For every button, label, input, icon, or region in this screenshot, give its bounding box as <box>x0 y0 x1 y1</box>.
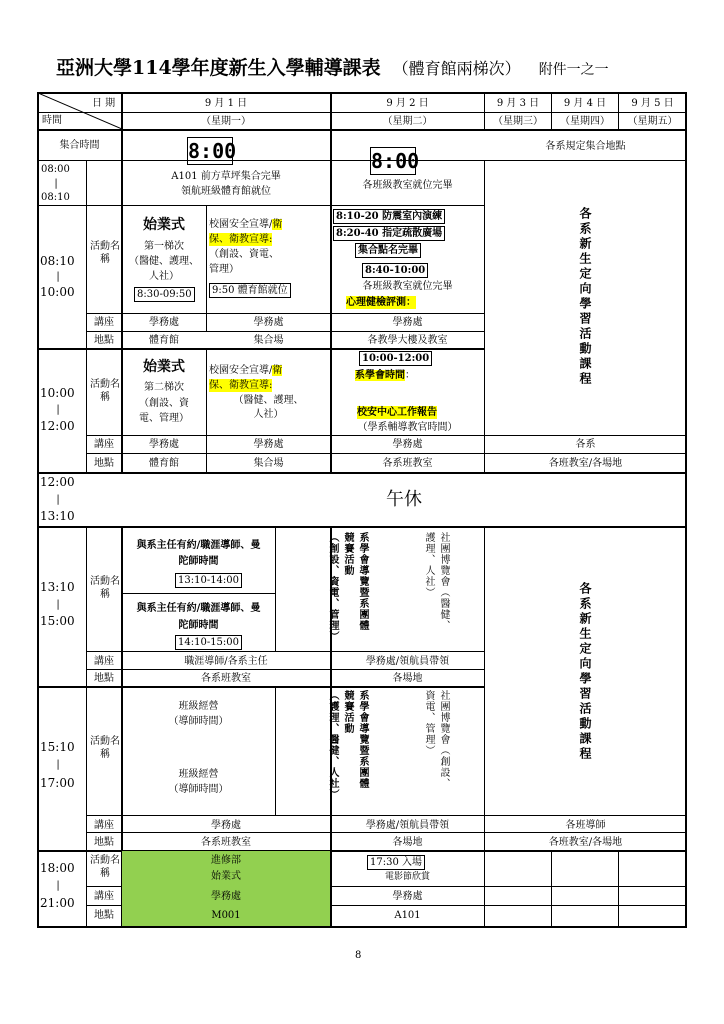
row-line <box>86 331 484 332</box>
s3-mentor2: 陀師時間 <box>178 556 219 567</box>
row-line <box>38 129 686 131</box>
s2-ceremony: 始業式 <box>143 359 185 375</box>
title-attachment: 附件一之一 <box>538 62 609 78</box>
s5-time-start: 18:00 <box>40 861 75 875</box>
s1-safety3: （創設、資電、 <box>209 249 279 260</box>
s2-d2-l4: （學系輔導教官時間） <box>357 422 458 433</box>
s3-mentor4: 陀師時間 <box>178 620 219 631</box>
s1-d2-l2: 8:20-40 指定疏散廣場 <box>333 226 445 241</box>
gather-label: 集合時間 <box>59 140 100 151</box>
day4-date: 9 月 4 日 <box>563 98 607 109</box>
s4-place-d3: 各班教室/各場地 <box>548 837 623 848</box>
s2-place-label: 地點 <box>94 458 114 469</box>
s2-safety1: 校園安全宣導/衛 <box>209 365 283 376</box>
s3-place-d1: 各系班教室 <box>201 673 251 684</box>
col-line <box>484 160 485 472</box>
s4-speaker-d2: 學務處/領航員帶領 <box>365 820 450 831</box>
col-line <box>618 850 619 926</box>
s1-batch: 第一梯次 <box>144 241 184 252</box>
s4-vertical-2: 競賽活動 <box>342 690 353 734</box>
s4-class2b: （導師時間） <box>168 784 229 795</box>
col-line <box>206 205 207 331</box>
day3-date: 9 月 3 日 <box>496 98 540 109</box>
s4-class1b: （導師時間） <box>168 716 229 727</box>
s1-d2-l1: 8:10-20 防震室內演練 <box>333 209 445 224</box>
s5-d1-l2: 始業式 <box>211 871 241 882</box>
day3-weekday: （星期三） <box>493 116 543 127</box>
row-line <box>86 453 686 454</box>
s3-vertical-1: 系學會導覽暨系團體 <box>357 532 368 631</box>
lunch-text: 午休 <box>386 489 422 510</box>
s2-depts1: （創設、資 <box>139 398 189 409</box>
s5-place-d1: M001 <box>211 910 241 921</box>
day5-date: 9 月 5 日 <box>631 98 674 109</box>
s1-speaker-b: 學務處 <box>253 317 284 328</box>
s4-speaker-d1: 學務處 <box>211 820 241 831</box>
day1-date: 9 月 1 日 <box>204 98 248 109</box>
s5-activity-label: 活動名稱 <box>90 855 120 879</box>
s2-safety4: 人社） <box>253 409 284 420</box>
s1-d2-l3: 集合點名完畢 <box>355 243 421 258</box>
s2-time-dash: | <box>56 404 60 415</box>
lunch-time-dash: | <box>56 494 60 505</box>
day4-weekday: （星期四） <box>560 116 610 127</box>
row-line <box>86 435 686 436</box>
s1-place-d2: 各教學大樓及教室 <box>367 335 448 346</box>
day2-weekday: （星期二） <box>382 116 433 127</box>
s3-vertical-3: （創設、資電、管理） <box>327 532 338 642</box>
s2-place-d2: 各系班教室 <box>382 458 433 469</box>
col-line <box>484 526 485 926</box>
lunch-time-end: 13:10 <box>40 509 75 523</box>
s3-speaker-d1: 職涯導師/各系主任 <box>184 656 268 667</box>
s4-place-d2: 各場地 <box>392 837 423 848</box>
row-line <box>86 832 686 833</box>
s2-safety2: 保、衛教宣導: <box>209 380 273 391</box>
s2-speaker-d2: 學務處 <box>392 439 423 450</box>
s3-place-d2: 各場地 <box>392 673 423 684</box>
s2-speaker-a: 學務處 <box>149 439 179 450</box>
s1-d2-l5: 各班級教室就位完畢 <box>362 281 453 292</box>
s2-place-a: 體育館 <box>149 458 179 469</box>
s4-vertical-1: 系學會導覽暨系團體 <box>357 690 368 789</box>
day2-date: 9 月 2 日 <box>386 98 429 109</box>
lunch-time-start: 12:00 <box>40 475 75 489</box>
s2-speaker-label: 講座 <box>94 439 114 450</box>
s3-vertical-5: 護理、人社） <box>423 532 434 598</box>
s1-speaker-a: 學務處 <box>149 317 179 328</box>
s2-safety3: （醫健、護理、 <box>233 395 304 406</box>
row-line <box>38 160 686 161</box>
gather-time-end: 08:10 <box>41 192 70 203</box>
col-line <box>275 526 276 651</box>
page-number: 8 <box>355 950 362 961</box>
s2-d2-l2: 系學會時間： <box>355 370 415 381</box>
s2-time-end: 12:00 <box>40 419 75 433</box>
s3-vertical-2: 競賽活動 <box>342 532 353 576</box>
s3-time-start: 13:10 <box>40 580 75 594</box>
s3-mentor-time1: 13:10-14:00 <box>175 573 242 588</box>
gather-d3-text: 各系規定集合地點 <box>545 141 626 152</box>
row-line <box>86 815 686 816</box>
s5-place-label: 地點 <box>94 910 114 921</box>
day1-weekday: （星期一） <box>201 116 251 127</box>
gather-d1-text1: A101 前方草坪集合完畢 <box>171 171 281 182</box>
row-line <box>38 686 484 688</box>
col-line <box>275 686 276 815</box>
s4-speaker-d3: 各班導師 <box>565 820 606 831</box>
d3-vertical-afternoon: 各系新生定向學習活動課程 <box>578 582 592 762</box>
s1-ceremony-time: 8:30-09:50 <box>134 287 195 302</box>
s5-place-d2: A101 <box>394 910 421 921</box>
day5-weekday: （星期五） <box>627 116 678 127</box>
s1-place-a: 體育館 <box>149 335 179 346</box>
s2-time-start: 10:00 <box>40 386 75 400</box>
col-line <box>551 850 552 926</box>
s4-vertical-3: （護理、醫健、人社） <box>327 690 338 800</box>
s5-speaker-d2: 學務處 <box>392 891 423 902</box>
gather-time-start: 08:00 <box>41 164 70 175</box>
row-line <box>38 205 484 206</box>
s3-mentor1: 與系主任有約/職涯導師、曼 <box>136 540 261 551</box>
s2-batch: 第二梯次 <box>144 382 184 393</box>
s3-place-label: 地點 <box>94 673 114 684</box>
row-line <box>38 526 686 528</box>
time-label: 時間 <box>42 115 62 126</box>
s5-speaker-label: 講座 <box>94 891 114 902</box>
s1-time-end: 10:00 <box>40 285 75 299</box>
s5-time-dash: | <box>56 880 60 891</box>
s4-time-end: 17:00 <box>40 776 75 790</box>
s1-speaker-label: 講座 <box>94 317 114 328</box>
s5-d2-time: 17:30 入場 <box>367 855 425 870</box>
s3-speaker-label: 講座 <box>94 656 114 667</box>
s3-time-end: 15:00 <box>40 614 75 628</box>
s1-depts1: （醫健、護理、 <box>129 256 199 267</box>
s1-safety2: 保、衛教宣導: <box>209 234 273 245</box>
row-line <box>86 669 484 670</box>
title-sub: （體育館兩梯次） <box>392 59 521 78</box>
page-title <box>56 53 609 80</box>
s2-d2-l1: 10:00-12:00 <box>359 351 432 366</box>
s3-time-dash: | <box>56 599 60 610</box>
s5-d2-text: 電影節欣賞 <box>384 872 430 882</box>
s5-d1-l1: 進修部 <box>211 855 241 866</box>
s1-ceremony: 始業式 <box>143 217 185 233</box>
s4-time-start: 15:10 <box>40 740 75 754</box>
s1-d2-l6: 心理健檢評測： <box>346 297 416 308</box>
s4-place-label: 地點 <box>94 837 114 848</box>
s1-safety4: 管理） <box>209 264 239 275</box>
s2-depts2: 電、管理） <box>139 413 189 424</box>
s4-vertical-5: 資電、管理） <box>423 690 434 756</box>
row-line <box>38 112 686 113</box>
s2-speaker-b: 學務處 <box>253 439 284 450</box>
s3-activity-label: 活動名稱 <box>90 576 120 600</box>
s1-time-start: 08:10 <box>40 254 75 268</box>
s4-class2: 班級經營 <box>178 769 219 780</box>
s2-speaker-d3: 各系 <box>575 439 596 450</box>
s3-speaker-d2: 學務處/領航員帶領 <box>365 656 450 667</box>
s2-d2-l3: 校安中心工作報告 <box>357 407 437 418</box>
s1-time-dash: | <box>56 271 60 282</box>
row-line <box>86 651 484 652</box>
s1-seat: 9:50 體育館就位 <box>209 283 291 298</box>
gather-d1-text2: 領航班級體育館就位 <box>181 186 271 197</box>
row-line <box>38 348 484 350</box>
gather-time-dash: | <box>54 178 58 189</box>
s4-speaker-label: 講座 <box>94 820 114 831</box>
s1-safety1: 校園安全宣導/衛 <box>209 219 283 230</box>
s5-speaker-d1: 學務處 <box>211 891 241 902</box>
s4-time-dash: | <box>56 759 60 770</box>
s1-d2-l4: 8:40-10:00 <box>362 263 428 278</box>
col-line <box>86 526 87 926</box>
gather-d1-time: 8:00 <box>188 139 237 163</box>
s2-activity-label: 活動名稱 <box>90 379 120 403</box>
d3-vertical-morning: 各系新生定向學習活動課程 <box>578 207 592 387</box>
s3-vertical-4: 社團博覽會（醫健、 <box>438 532 449 631</box>
s1-place-label: 地點 <box>94 335 114 346</box>
row-line <box>38 472 686 474</box>
s2-place-d3: 各班教室/各場地 <box>548 458 623 469</box>
gather-d2-time: 8:00 <box>371 149 420 173</box>
date-label: 日 期 <box>92 98 116 109</box>
s1-depts2: 人社） <box>149 271 179 282</box>
s3-mentor3: 與系主任有約/職涯導師、曼 <box>136 603 261 614</box>
s4-activity-label: 活動名稱 <box>90 736 120 760</box>
s4-vertical-4: 社團博覽會（創設、 <box>438 690 449 789</box>
s2-place-b: 集合場 <box>253 458 284 469</box>
s1-place-b: 集合場 <box>253 335 284 346</box>
s3-mentor-time2: 14:10-15:00 <box>175 635 242 650</box>
row-line <box>86 313 484 314</box>
title-main: 亞洲大學114學年度新生入學輔導課表 <box>56 57 381 79</box>
s4-place-d1: 各系班教室 <box>201 837 251 848</box>
s1-speaker-d2: 學務處 <box>392 317 423 328</box>
s4-class1: 班級經營 <box>178 701 219 712</box>
s5-time-end: 21:00 <box>40 896 75 910</box>
row-line <box>122 593 275 594</box>
gather-d2-text: 各班級教室就位完畢 <box>362 180 453 191</box>
s1-activity-label: 活動名稱 <box>90 241 120 265</box>
